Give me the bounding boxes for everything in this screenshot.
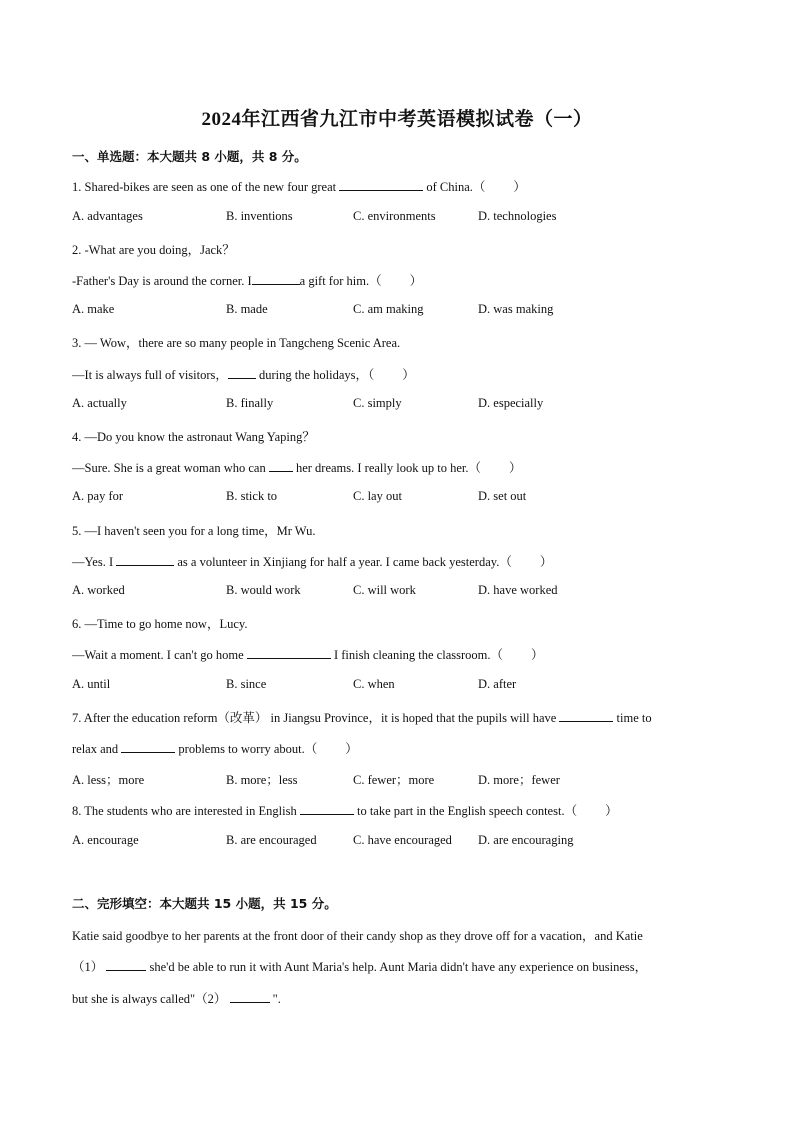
option-d[interactable]: D. have worked — [478, 583, 558, 597]
question-5-response: —Yes. I as a volunteer in Xinjiang for half a year. I came back yesterday.（ ） — [72, 555, 553, 569]
option-a[interactable]: A. less；more — [72, 773, 145, 787]
option-d[interactable]: D. more；fewer — [478, 773, 560, 787]
option-b[interactable]: B. would work — [226, 583, 301, 597]
question-2-response: -Father's Day is around the corner. I a gift for him.（ ） — [72, 274, 423, 288]
option-d[interactable]: D. especially — [478, 396, 544, 410]
option-d[interactable]: D. technologies — [478, 209, 557, 223]
question-7-text-continued: relax and problems to worry about.（ ） — [72, 742, 358, 756]
option-c[interactable]: C. environments — [353, 209, 436, 223]
question-6-options — [72, 677, 732, 695]
option-d[interactable]: D. are encouraging — [478, 833, 574, 847]
page-title: 2024年江西省九江市中考英语模拟试卷（一） — [201, 109, 593, 130]
question-6-text: 6. —Time to go home now，Lucy. — [72, 617, 248, 631]
option-a[interactable]: A. actually — [72, 396, 127, 410]
question-7-text: 7. After the education reform（改革） in Jiangsu Province，it is hoped that the pupils will have time to — [72, 711, 652, 725]
question-2-text: 2. -What are you doing，Jack？ — [72, 243, 235, 257]
option-b[interactable]: B. stick to — [226, 489, 278, 503]
option-c[interactable]: C. will work — [353, 583, 416, 597]
option-b[interactable]: B. since — [226, 677, 267, 691]
section-heading-single-choice: 一、单选题：本大题共 8 小题，共 8 分。 — [72, 149, 307, 164]
option-d[interactable]: D. was making — [478, 302, 554, 316]
option-c[interactable]: C. when — [353, 677, 395, 691]
option-c[interactable]: C. simply — [353, 396, 402, 410]
question-6-response: —Wait a moment. I can't go home I finish cleaning the classroom.（ ） — [72, 648, 544, 662]
option-c[interactable]: C. am making — [353, 302, 424, 316]
question-1-options — [72, 209, 732, 227]
question-5-options — [72, 583, 732, 601]
option-a[interactable]: A. worked — [72, 583, 125, 597]
option-d[interactable]: D. after — [478, 677, 517, 691]
question-8-text: 8. The students who are interested in English to take part in the English speech contest.（ ） — [72, 804, 618, 818]
section-heading-cloze: 二、完形填空：本大题共 15 小题，共 15 分。 — [72, 896, 337, 911]
cloze-passage-line-2: （1） she'd be able to run it with Aunt Maria's help. Aunt Maria didn't have any experience on business， — [72, 960, 648, 974]
option-b[interactable]: B. inventions — [226, 209, 293, 223]
option-a[interactable]: A. until — [72, 677, 111, 691]
question-5-text: 5. —I haven't seen you for a long time，Mr Wu. — [72, 524, 316, 538]
question-3-text: 3. — Wow，there are so many people in Tangcheng Scenic Area. — [72, 336, 401, 350]
option-b[interactable]: B. made — [226, 302, 268, 316]
question-3-options — [72, 396, 732, 414]
option-b[interactable]: B. more；less — [226, 773, 298, 787]
question-8-options — [72, 833, 732, 851]
question-4-options — [72, 489, 732, 507]
option-b[interactable]: B. are encouraged — [226, 833, 317, 847]
question-2-options — [72, 302, 732, 320]
option-b[interactable]: B. finally — [226, 396, 274, 410]
cloze-passage-line-1: Katie said goodbye to her parents at the front door of their candy shop as they drove off for a vacation，and Katie — [72, 929, 643, 943]
question-4-text: 4. —Do you know the astronaut Wang Yaping？ — [72, 430, 315, 444]
option-c[interactable]: C. have encouraged — [353, 833, 452, 847]
question-4-response: —Sure. She is a great woman who can her dreams. I really look up to her.（ ） — [72, 461, 522, 475]
option-a[interactable]: A. pay for — [72, 489, 124, 503]
option-c[interactable]: C. lay out — [353, 489, 402, 503]
option-a[interactable]: A. make — [72, 302, 115, 316]
option-a[interactable]: A. encourage — [72, 833, 139, 847]
option-c[interactable]: C. fewer；more — [353, 773, 435, 787]
question-1-text: 1. Shared-bikes are seen as one of the new four great of China.（ ） — [72, 180, 526, 194]
option-a[interactable]: A. advantages — [72, 209, 143, 223]
cloze-passage-line-3: but she is always called"（2） ". — [72, 992, 281, 1006]
question-7-options — [72, 770, 732, 788]
option-d[interactable]: D. set out — [478, 489, 527, 503]
question-3-response: —It is always full of visitors， during the holidays，（ ） — [72, 368, 415, 382]
